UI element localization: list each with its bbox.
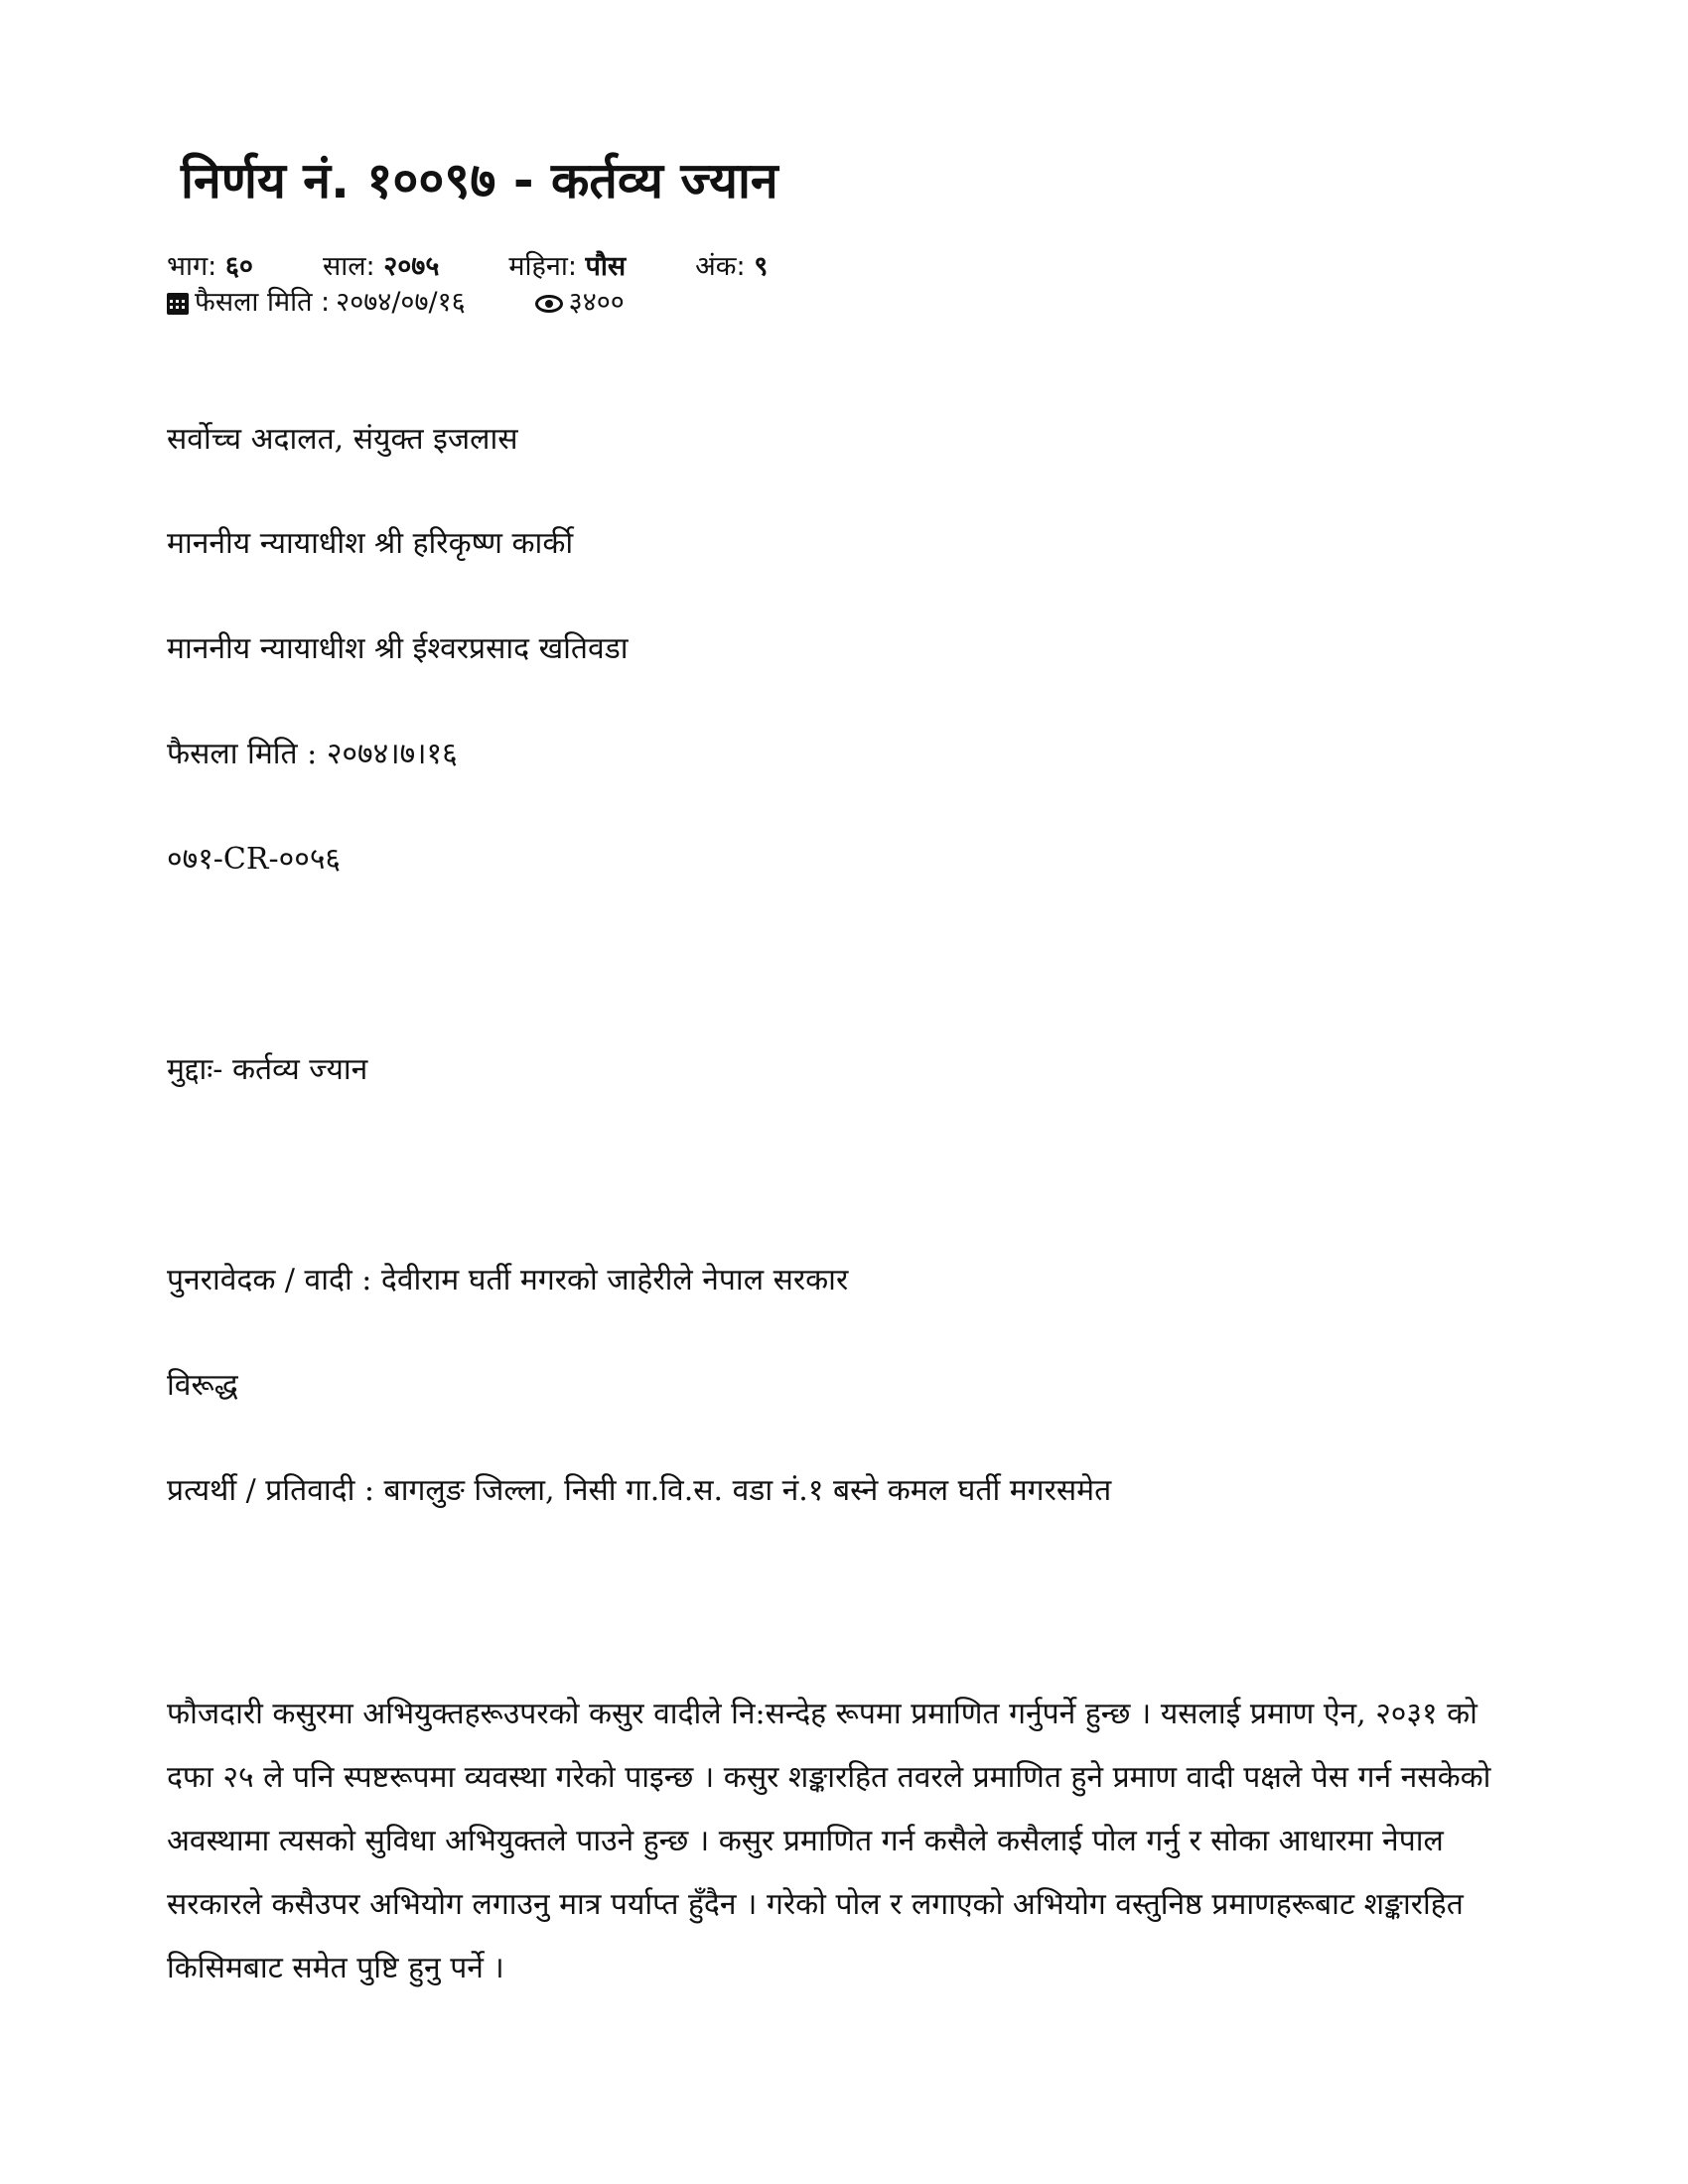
eye-icon bbox=[535, 295, 563, 313]
faisala-value: २०७४/०७/१६ bbox=[336, 287, 466, 319]
appellant: पुनरावेदक / वादी : देवीराम घर्ती मगरको जाहेरीले नेपाल सरकार bbox=[167, 1263, 849, 1297]
decision-date: फैसला मिति : २०७४।७।१६ bbox=[167, 737, 458, 771]
versus: विरूद्ध bbox=[167, 1368, 238, 1403]
case-number: ०७१-CR-००५६ bbox=[167, 842, 342, 877]
document-title: निर्णय नं. १००९७ - कर्तव्य ज्यान bbox=[181, 152, 778, 209]
meta-row-2 bbox=[167, 287, 1517, 319]
meta-saal bbox=[323, 251, 439, 283]
document-page bbox=[167, 149, 1517, 320]
anka-label: अंक: bbox=[695, 251, 746, 282]
court-name: सर्वोच्च अदालत, संयुक्त इजलास bbox=[167, 422, 518, 457]
view-count-value: ३४०० bbox=[568, 287, 625, 319]
saal-label: साल: bbox=[322, 251, 375, 282]
anka-value: ९ bbox=[754, 251, 769, 282]
mahina-label: महिना: bbox=[508, 251, 577, 282]
view-count bbox=[535, 287, 625, 319]
saal-value: २०७५ bbox=[383, 251, 440, 282]
respondent: प्रत्यर्थी / प्रतिवादी : बागलुङ जिल्ला, निसी गा.वि.स. वडा नं.१ बस्ने कमल घर्ती मगरसमेत bbox=[167, 1473, 1112, 1508]
headnote-paragraph: फौजदारी कसुरमा अभियुक्तहरूउपरको कसुर वादीले नि:सन्देह रूपमा प्रमाणित गर्नुपर्ने हुन्छ । यसलाई प्रमाण ऐन, २०३१ को दफा २५ ले पनि स्पष्टरूपमा व्यवस्था गरेको पाइन्छ । कसुर शङ्कारहित तवरले प्रमाणित हुने प्रमाण वादी पक्षले पेस गर्न नसकेको अवस्थामा त्यसको सुविधा अभियुक्तले पाउने हुन्छ । कसुर प्रमाणित गर्न कसैले कसैलाई पोल गर्नु र सोका आधारमा नेपाल सरकारले कसैउपर अभियोग लगाउनु मात्र पर्याप्त हुँदैन । गरेको पोल र लगाएको अभियोग वस्तुनिष्ठ प्रमाणहरूबाट शङ्कारहित किसिमबाट समेत पुष्टि हुनु पर्ने । bbox=[167, 1697, 1491, 1985]
faisala-date bbox=[167, 287, 466, 319]
judge-2: माननीय न्यायाधीश श्री ईश्वरप्रसाद खतिवडा bbox=[167, 631, 629, 666]
mahina-value: पौस bbox=[585, 251, 627, 282]
meta-row bbox=[167, 251, 1517, 283]
bhag-label: भाग: bbox=[167, 251, 217, 282]
meta-anka bbox=[695, 251, 768, 283]
meta-bhag bbox=[167, 251, 253, 283]
calendar-icon bbox=[167, 293, 189, 315]
meta-mahina bbox=[508, 251, 626, 283]
faisala-label: फैसला मिति : bbox=[195, 287, 331, 319]
bhag-value: ६० bbox=[224, 251, 253, 282]
judge-1: माननीय न्यायाधीश श्री हरिकृष्ण कार्की bbox=[167, 526, 574, 561]
case-subject: मुद्दाः- कर्तव्य ज्यान bbox=[167, 1052, 368, 1087]
